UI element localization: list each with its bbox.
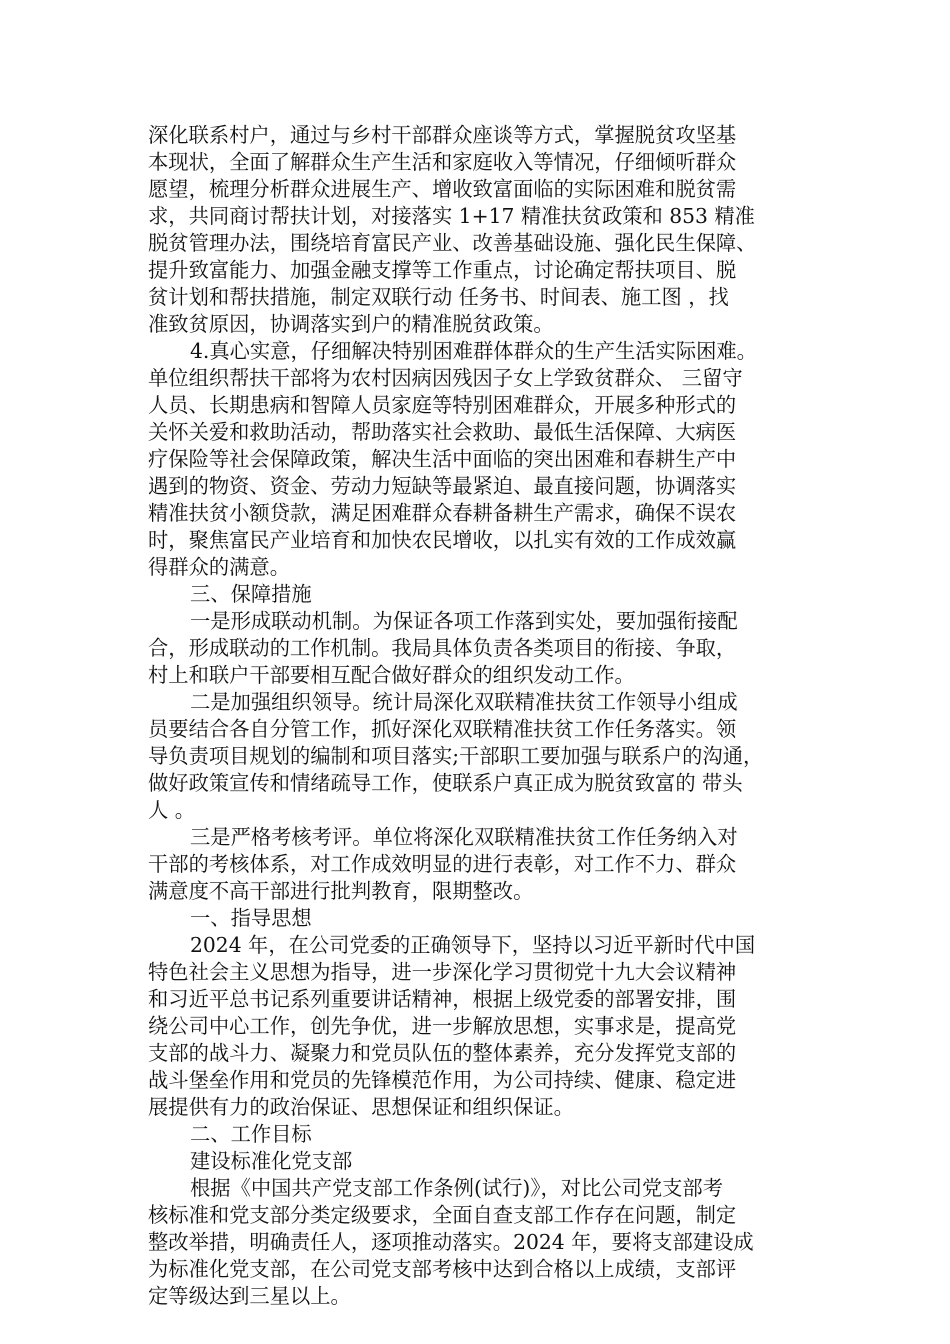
text-line: 精准扶贫小额贷款，满足困难群众春耕备耕生产需求，确保不误农 (148, 501, 737, 525)
text-line: 关怀关爱和救助活动，帮助落实社会救助、最低生活保障、大病医 (148, 420, 737, 444)
text-line: 和习近平总书记系列重要讲话精神，根据上级党委的部署安排，围 (148, 987, 737, 1011)
text-line: 疗保险等社会保障政策，解决生活中面临的突出困难和春耕生产中 (148, 447, 737, 471)
section-heading: 二、工作目标 (190, 1122, 312, 1146)
text-line: 为标准化党支部，在公司党支部考核中达到合格以上成绩，支部评 (148, 1257, 737, 1281)
text-line: 整改举措，明确责任人，逐项推动落实。2024 年，要将支部建设成 (148, 1230, 754, 1254)
text-line: 支部的战斗力、凝聚力和党员队伍的整体素养，充分发挥党支部的 (148, 1041, 737, 1065)
text-line: 提升致富能力、加强金融支撑等工作重点，讨论确定帮扶项目、脱 (148, 258, 737, 282)
text-line: 人员、长期患病和智障人员家庭等特别困难群众，开展多种形式的 (148, 393, 737, 417)
text-line: 遇到的物资、资金、劳动力短缺等最紧迫、最直接问题，协调落实 (148, 474, 737, 498)
paragraph-start: 三是严格考核考评。单位将深化双联精准扶贫工作任务纳入对 (190, 825, 738, 849)
text-line: 准致贫原因，协调落实到户的精准脱贫政策。 (148, 312, 554, 336)
paragraph-start: 一是形成联动机制。为保证各项工作落到实处，要加强衔接配 (190, 609, 738, 633)
text-line: 求，共同商讨帮扶计划，对接落实 1+17 精准扶贫政策和 853 精准 (148, 204, 755, 228)
text-line: 村上和联户干部要相互配合做好群众的组织发动工作。 (148, 663, 635, 687)
paragraph-start: 4.真心实意，仔细解决特别困难群体群众的生产生活实际困难。 (190, 339, 757, 363)
text-line: 时，聚焦富民产业培育和加快农民增收，以扎实有效的工作成效赢 (148, 528, 737, 552)
subsection-heading: 建设标准化党支部 (190, 1149, 353, 1173)
text-line: 合，形成联动的工作机制。我局具体负责各类项目的衔接、争取， (148, 636, 737, 660)
text-line: 深化联系村户，通过与乡村干部群众座谈等方式，掌握脱贫攻坚基 (148, 123, 737, 147)
text-line: 做好政策宣传和情绪疏导工作，使联系户真正成为脱贫致富的 带头 (148, 771, 743, 795)
section-heading: 一、指导思想 (190, 906, 312, 930)
text-line: 贫计划和帮扶措施，制定双联行动 任务书、时间表、施工图 ，找 (148, 285, 729, 309)
text-line: 战斗堡垒作用和党员的先锋模范作用，为公司持续、健康、稳定进 (148, 1068, 737, 1092)
text-line: 愿望，梳理分析群众进展生产、增收致富面临的实际困难和脱贫需 (148, 177, 737, 201)
text-line: 脱贫管理办法，围绕培育富民产业、改善基础设施、强化民生保障、 (148, 231, 757, 255)
text-line: 得群众的满意。 (148, 555, 290, 579)
text-line: 单位组织帮扶干部将为农村因病因残因子女上学致贫群众、 三留守 (148, 366, 743, 390)
text-line: 特色社会主义思想为指导，进一步深化学习贯彻党十九大会议精神 (148, 960, 737, 984)
text-line: 绕公司中心工作，创先争优，进一步解放思想，实事求是，提高党 (148, 1014, 737, 1038)
text-line: 干部的考核体系，对工作成效明显的进行表彰，对工作不力、群众 (148, 852, 737, 876)
paragraph-start: 二是加强组织领导。统计局深化双联精准扶贫工作领导小组成 (190, 690, 738, 714)
text-line: 核标准和党支部分类定级要求，全面自查支部工作存在问题，制定 (148, 1203, 737, 1227)
text-line: 展提供有力的政治保证、思想保证和组织保证。 (148, 1095, 574, 1119)
text-line: 员要结合各自分管工作，抓好深化双联精准扶贫工作任务落实。领 (148, 717, 737, 741)
paragraph-start: 2024 年，在公司党委的正确领导下，坚持以习近平新时代中国 (190, 933, 756, 957)
text-line: 定等级达到三星以上。 (148, 1284, 351, 1308)
section-heading: 三、保障措施 (190, 582, 312, 606)
text-line: 本现状，全面了解群众生产生活和家庭收入等情况，仔细倾听群众 (148, 150, 737, 174)
paragraph-start: 根据《中国共产党支部工作条例(试行)》，对比公司党支部考 (190, 1176, 723, 1200)
text-line: 满意度不高干部进行批判教育，限期整改。 (148, 879, 534, 903)
text-line: 人 。 (148, 798, 196, 822)
text-line: 导负责项目规划的编制和项目落实;干部职工要加强与联系户的沟通， (148, 744, 764, 768)
